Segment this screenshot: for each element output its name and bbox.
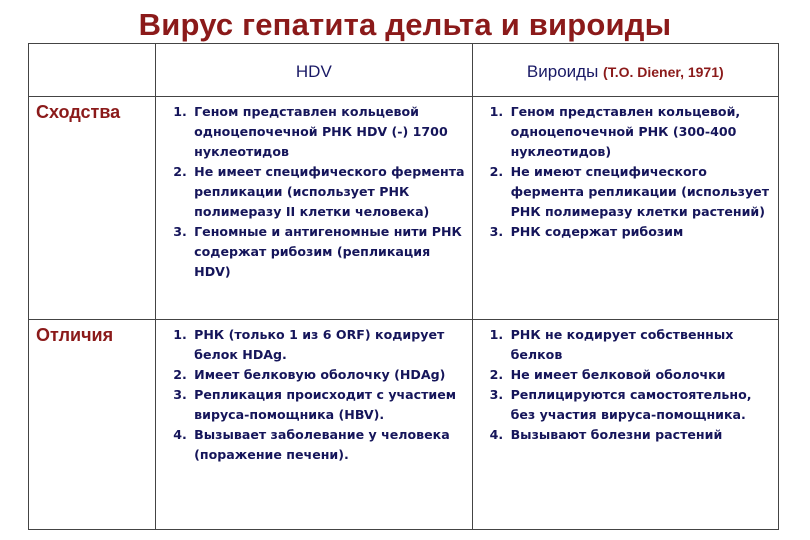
table-row [29,320,779,530]
comparison-table [28,43,779,530]
similarities-viroids-list [473,97,778,242]
list-item: 4. Вызывают болезни растений [508,425,772,445]
row-label-differences: Отличия [29,320,156,530]
page-title: Вирус гепатита дельта и вироиды [138,7,672,42]
differences-hdv-list [156,320,471,465]
table-row [29,97,779,320]
list-item: 3. РНК содержат рибозим [508,222,772,242]
list-item: 3. Репликация происходит с участием вируса-помощника (HBV). [191,385,465,425]
header-empty-cell [29,44,156,97]
header-viroids-label: Вироиды [526,62,599,81]
list-item: 2. Не имеет белковой оболочки [508,365,772,385]
similarities-hdv-list [156,97,471,282]
list-item: 1. РНК (только 1 из 6 ORF) кодирует белок HDAg. [191,325,465,365]
differences-hdv-cell [156,320,472,530]
differences-viroids-list [473,320,778,445]
list-item: 2. Не имеют специфического фермента репликации (использует РНК полимеразу клетки растений) [508,162,772,222]
header-hdv-label: HDV [295,62,332,81]
list-item: 2. Не имеет специфического фермента репликации (использует РНК полимеразу II клетки человека) [191,162,465,222]
list-item: 1. Геном представлен кольцевой одноцепочечной РНК HDV (-) 1700 нуклеотидов [191,102,465,162]
header-hdv [156,44,472,97]
header-viroids [472,44,778,97]
differences-viroids-cell [472,320,778,530]
list-item: 2. Имеет белковую оболочку (HDAg) [191,365,465,385]
similarities-hdv-cell [156,97,472,320]
list-item: 1. РНК не кодирует собственных белков [508,325,772,365]
list-item: 1. Геном представлен кольцевой, одноцепочечной РНК (300-400 нуклеотидов) [508,102,772,162]
header-viroids-reference: (T.O. Diener, 1971) [603,64,724,80]
list-item: 4. Вызывает заболевание у человека (поражение печени). [191,425,465,465]
row-label-similarities: Сходства [29,97,156,320]
similarities-viroids-cell [472,97,778,320]
list-item: 3. Реплицируются самостоятельно, без участия вируса-помощника. [508,385,772,425]
list-item: 3. Геномные и антигеномные нити РНК содержат рибозим (репликация HDV) [191,222,465,282]
header-row [29,44,779,97]
